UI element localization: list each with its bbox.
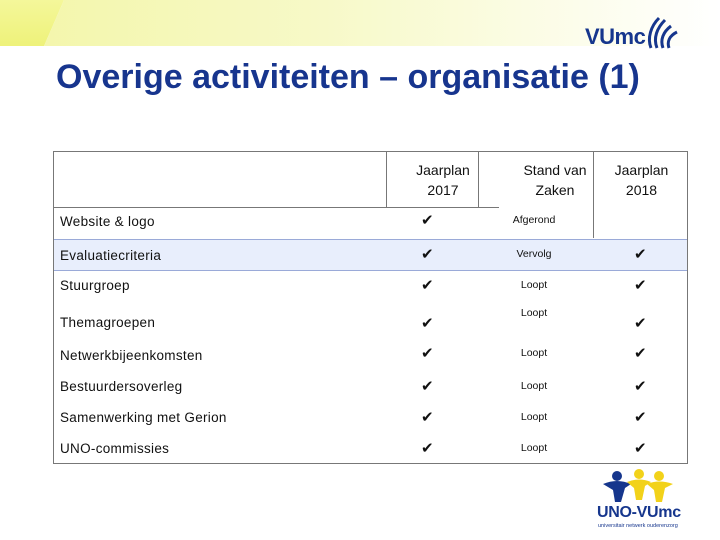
- checkmark-icon: ✔: [421, 440, 434, 457]
- checkmark-icon: ✔: [634, 440, 647, 457]
- row-label: Evaluatiecriteria: [60, 248, 162, 263]
- table-row: [54, 302, 687, 339]
- status-text: Afgerond: [512, 214, 556, 226]
- vumc-logo-text: VUmc: [585, 24, 646, 49]
- table-row: [54, 372, 687, 403]
- status-text: Loopt: [520, 411, 548, 423]
- checkmark-icon: ✔: [421, 212, 434, 229]
- status-text: Loopt: [520, 380, 548, 392]
- activities-table: [53, 151, 688, 464]
- checkmark-icon: ✔: [634, 246, 647, 263]
- status-text: Loopt: [520, 307, 548, 319]
- row-label: Website & logo: [60, 214, 155, 229]
- checkmark-icon: ✔: [634, 378, 647, 395]
- checkmark-icon: ✔: [634, 345, 647, 362]
- checkmark-icon: ✔: [421, 315, 434, 332]
- uno-vumc-logo-text: UNO-VUmc: [597, 504, 681, 521]
- table-row: [54, 208, 687, 239]
- page-title: Overige activiteiten – organisatie (1): [56, 58, 640, 96]
- table-row: [54, 271, 687, 302]
- row-label: Stuurgroep: [60, 278, 130, 293]
- uno-vumc-tagline: universitair netwerk ouderenzorg: [598, 523, 678, 529]
- checkmark-icon: ✔: [421, 409, 434, 426]
- people-figures-icon: [595, 468, 685, 506]
- checkmark-icon: ✔: [421, 378, 434, 395]
- column-header-label: Jaarplan 2018: [614, 162, 669, 198]
- column-header-label: Stand van Zaken: [523, 162, 587, 198]
- row-label: Samenwerking met Gerion: [60, 410, 227, 425]
- column-header-jaarplan-2018: [594, 152, 689, 208]
- checkmark-icon: ✔: [634, 409, 647, 426]
- status-text: Loopt: [520, 347, 548, 359]
- column-divider: [478, 152, 479, 208]
- status-text: Loopt: [520, 442, 548, 454]
- row-label: Themagroepen: [60, 315, 156, 330]
- checkmark-icon: ✔: [634, 315, 647, 332]
- status-text: Vervolg: [516, 248, 552, 260]
- checkmark-icon: ✔: [421, 246, 434, 263]
- checkmark-icon: ✔: [634, 277, 647, 294]
- column-header-label: Jaarplan 2017: [416, 161, 470, 198]
- checkmark-icon: ✔: [421, 277, 434, 294]
- table-row: [54, 239, 687, 271]
- checkmark-icon: ✔: [421, 345, 434, 362]
- row-label: Bestuurdersoverleg: [60, 379, 183, 394]
- column-header-jaarplan-2017: [387, 152, 499, 208]
- header-empty-cell: [54, 152, 387, 208]
- uno-vumc-logo: [595, 468, 685, 536]
- status-text: Loopt: [520, 279, 548, 291]
- table-row: [54, 403, 687, 434]
- vumc-logo-icon: [645, 14, 685, 50]
- table-row: [54, 434, 687, 465]
- table-row: [54, 339, 687, 372]
- row-label: UNO-commissies: [60, 441, 170, 456]
- row-label: Netwerkbijeenkomsten: [60, 348, 203, 363]
